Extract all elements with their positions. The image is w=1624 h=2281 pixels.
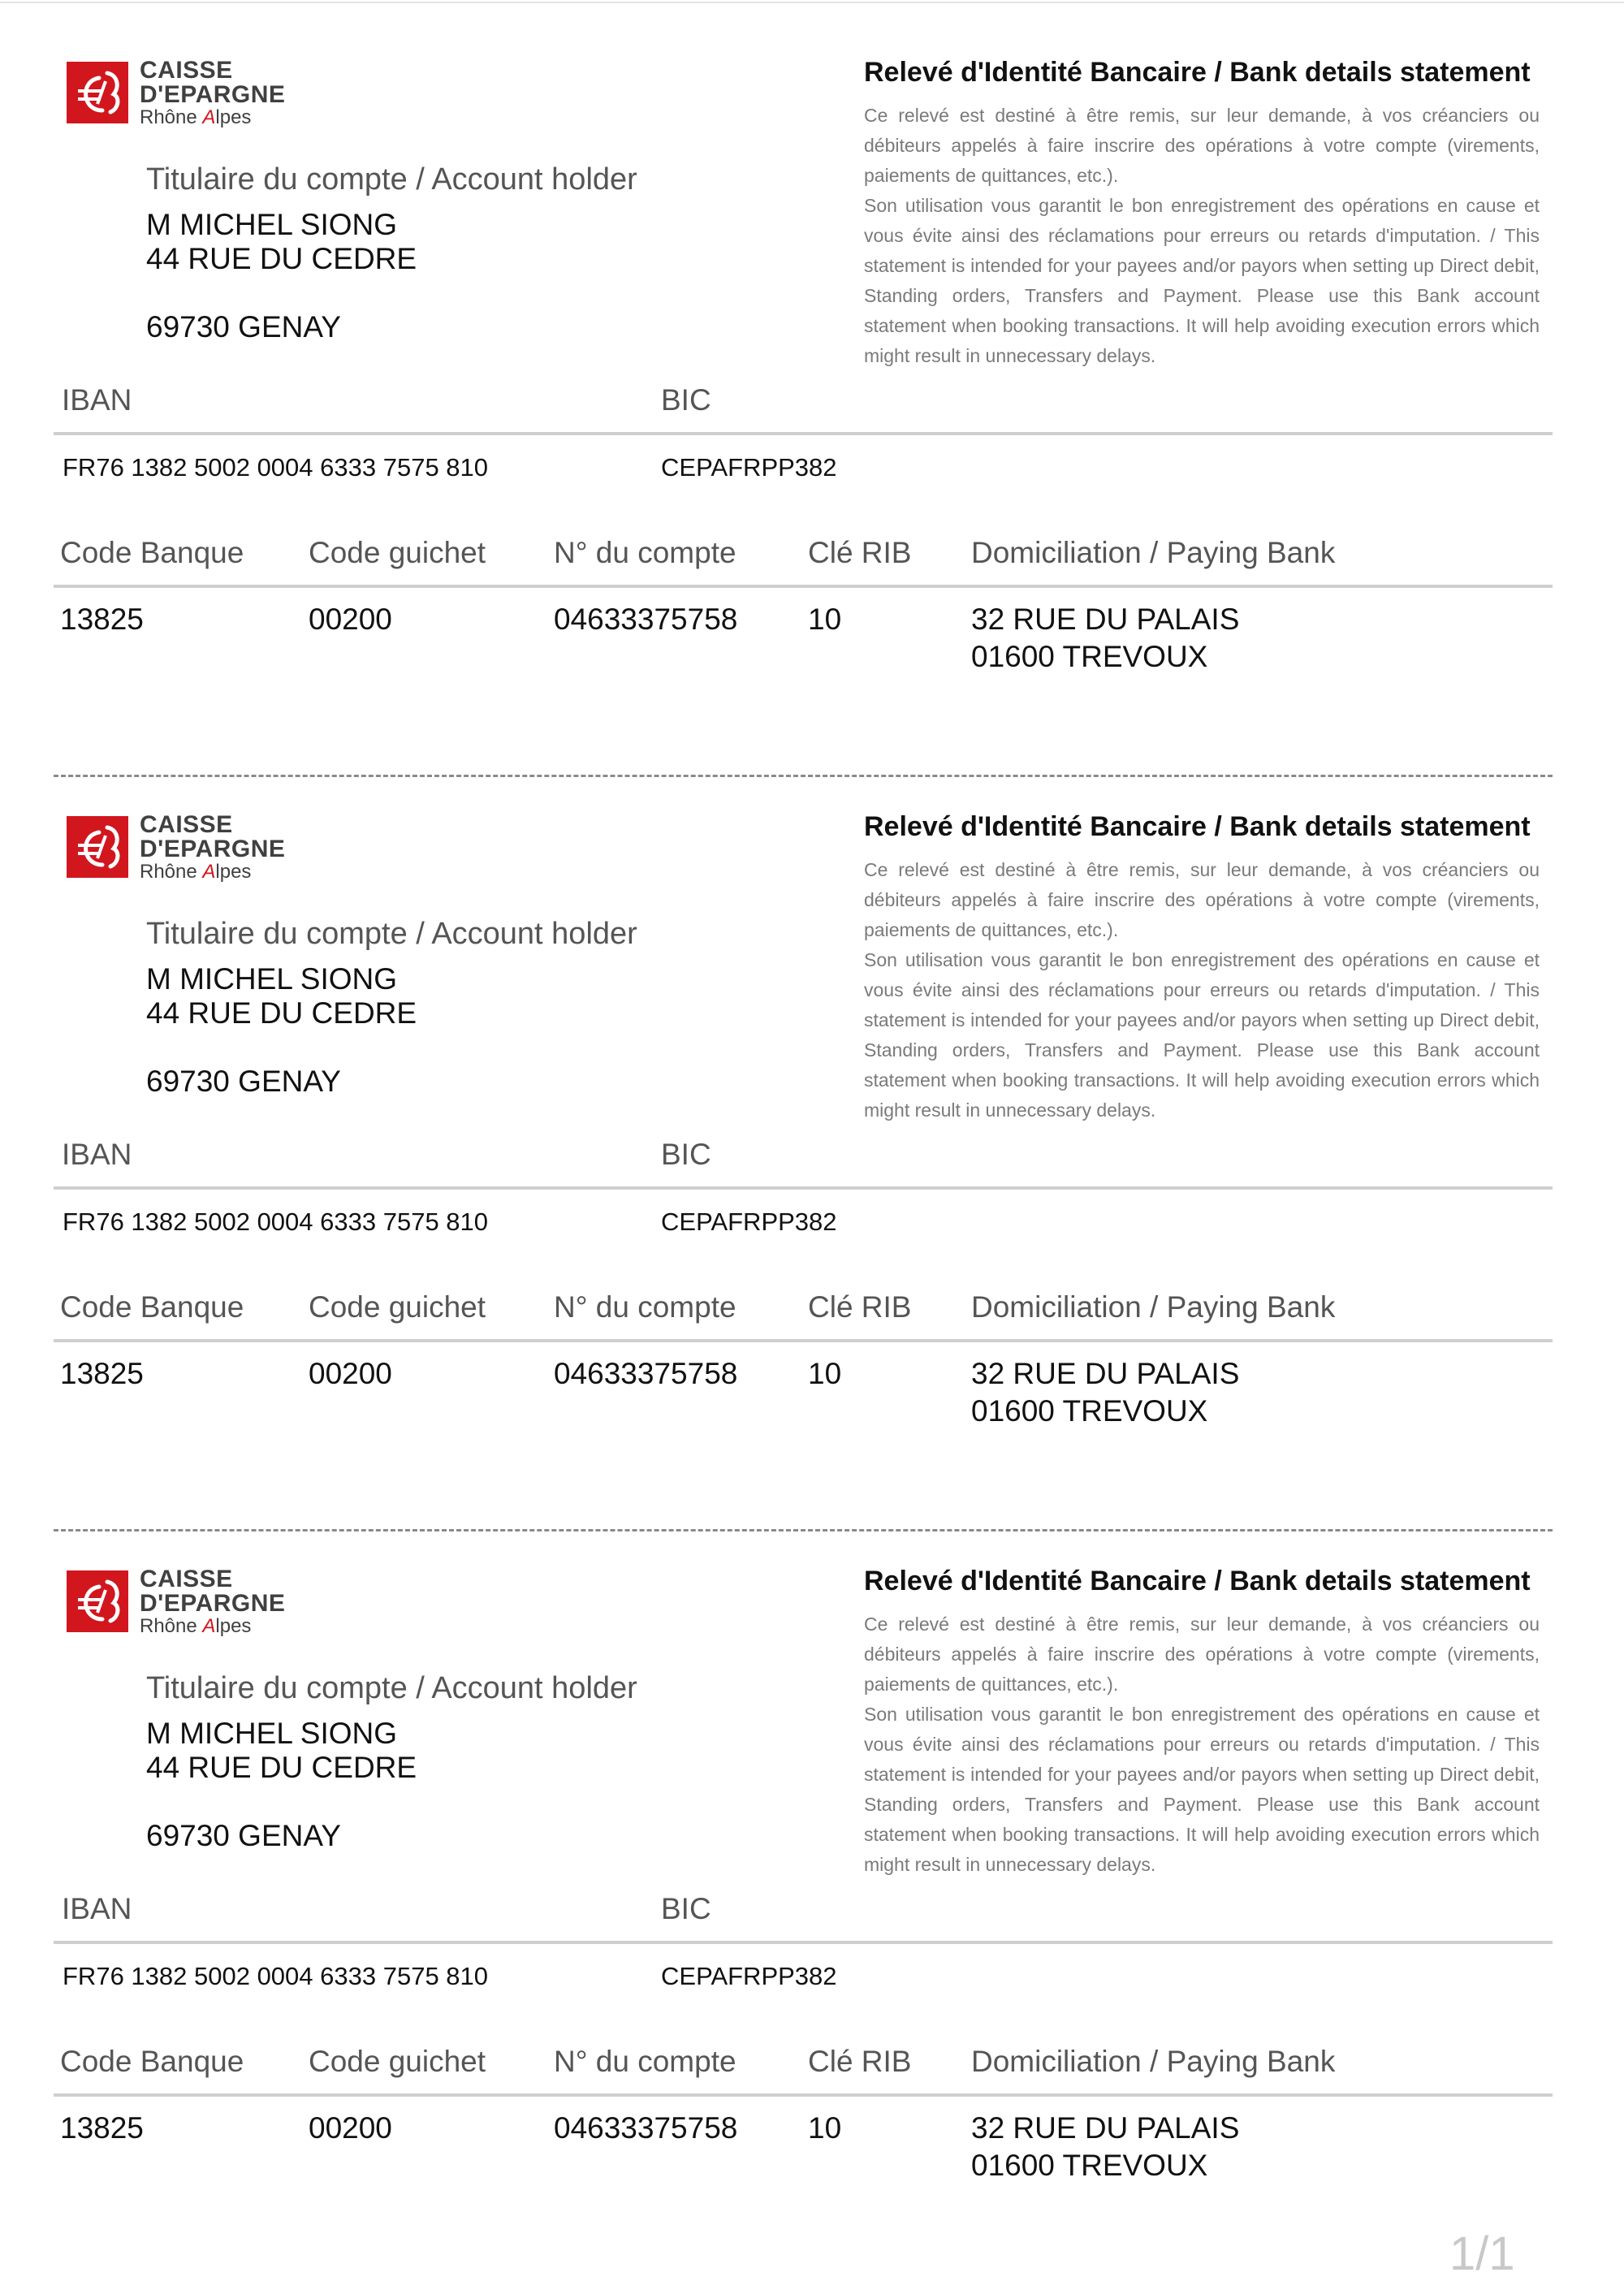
bic-label: BIC (661, 383, 711, 417)
rib-slip-3 (0, 1509, 1624, 2240)
rib-slip-2 (0, 754, 1624, 1485)
statement-paragraph-en: Son utilisation vous garantit le bon enregistrement des opérations en cause et vous évite ainsi des réclamations pour erreurs ou retards d'imputation. / This statement is intended for your payees and/or payors when setting up Direct debit, Standing orders, Transfers and Payment. Please use this Bank account statement when booking transactions. It will help avoiding execution errors which might result in unnecessary delays. (864, 1704, 1540, 1875)
bank-name: CAISSE D'EPARGNE (140, 811, 286, 862)
cle-rib-label: Clé RIB (808, 2045, 912, 2078)
domiciliation-line2: 01600 TREVOUX (971, 1394, 1208, 1428)
statement-title: Relevé d'Identité Bancaire / Bank details statement (864, 1566, 1531, 1596)
divider (54, 1339, 1553, 1342)
account-holder-title: Titulaire du compte / Account holder (146, 1671, 637, 1705)
bank-name: CAISSE D'EPARGNE (140, 1566, 286, 1617)
cle-rib-value: 10 (808, 2111, 842, 2145)
code-guichet-value: 00200 (309, 603, 392, 636)
code-guichet-label: Code guichet (309, 536, 486, 569)
cle-rib-label: Clé RIB (808, 1290, 912, 1324)
numero-compte-label: N° du compte (554, 536, 736, 569)
domiciliation-label: Domiciliation / Paying Bank (971, 2045, 1336, 2078)
code-banque-label: Code Banque (60, 2045, 244, 2078)
holder-name: M MICHEL SIONG (146, 962, 398, 996)
cle-rib-label: Clé RIB (808, 536, 912, 569)
holder-city: 69730 GENAY (146, 1819, 341, 1852)
statement-paragraph-fr: Ce relevé est destiné à être remis, sur leur demande, à vos créanciers ou débiteurs appelés à faire inscrire des opérations à votre compte (virements, paiements de quittances, etc.). (864, 105, 1540, 186)
iban-value: FR76 1382 5002 0004 6333 7575 810 (63, 453, 489, 482)
holder-city: 69730 GENAY (146, 310, 341, 343)
cle-rib-value: 10 (808, 1357, 842, 1390)
statement-paragraph-en: Son utilisation vous garantit le bon enregistrement des opérations en cause et vous évite ainsi des réclamations pour erreurs ou retards d'imputation. / This statement is intended for your payees and/or payors when setting up Direct debit, Standing orders, Transfers and Payment. Please use this Bank account statement when booking transactions. It will help avoiding execution errors which might result in unnecessary delays. (864, 195, 1540, 366)
holder-street: 44 RUE DU CEDRE (146, 996, 417, 1030)
divider (54, 1941, 1553, 1944)
bic-value: CEPAFRPP382 (661, 1962, 837, 1990)
iban-label: IBAN (62, 383, 132, 417)
domiciliation-label: Domiciliation / Paying Bank (971, 1290, 1336, 1324)
iban-label: IBAN (62, 1892, 132, 1925)
holder-name: M MICHEL SIONG (146, 208, 398, 241)
account-holder-title: Titulaire du compte / Account holder (146, 917, 637, 951)
numero-compte-label: N° du compte (554, 2045, 736, 2078)
statement-title: Relevé d'Identité Bancaire / Bank details statement (864, 811, 1531, 842)
page-number: 1/1 (1449, 2227, 1515, 2280)
statement-paragraph-en: Son utilisation vous garantit le bon enregistrement des opérations en cause et vous évite ainsi des réclamations pour erreurs ou retards d'imputation. / This statement is intended for your payees and/or payors when setting up Direct debit, Standing orders, Transfers and Payment. Please use this Bank account statement when booking transactions. It will help avoiding execution errors which might result in unnecessary delays. (864, 949, 1540, 1121)
bank-region: Rhône Alpes (140, 1615, 252, 1637)
cle-rib-value: 10 (808, 603, 842, 636)
holder-street: 44 RUE DU CEDRE (146, 1751, 417, 1784)
statement-paragraph-fr: Ce relevé est destiné à être remis, sur leur demande, à vos créanciers ou débiteurs appelés à faire inscrire des opérations à votre compte (virements, paiements de quittances, etc.). (864, 859, 1540, 940)
squirrel-euro-icon (67, 1570, 128, 1632)
statement-description (864, 101, 1540, 371)
rib-slip-1 (0, 0, 1624, 731)
numero-compte-value: 04633375758 (554, 603, 738, 636)
statement-description (864, 1609, 1540, 1880)
divider (54, 1186, 1553, 1190)
squirrel-euro-icon (67, 62, 128, 123)
bank-region: Rhône Alpes (140, 106, 252, 128)
statement-description (864, 855, 1540, 1125)
numero-compte-value: 04633375758 (554, 1357, 738, 1390)
account-holder-title: Titulaire du compte / Account holder (146, 162, 637, 197)
bic-value: CEPAFRPP382 (661, 1207, 837, 1236)
bic-label: BIC (661, 1892, 711, 1925)
divider (54, 585, 1553, 588)
code-banque-label: Code Banque (60, 1290, 244, 1324)
code-guichet-label: Code guichet (309, 1290, 486, 1324)
holder-street: 44 RUE DU CEDRE (146, 242, 417, 275)
code-banque-value: 13825 (60, 603, 144, 636)
domiciliation-line2: 01600 TREVOUX (971, 2149, 1208, 2182)
bank-region: Rhône Alpes (140, 861, 252, 883)
holder-city: 69730 GENAY (146, 1065, 341, 1098)
divider (54, 432, 1553, 435)
domiciliation-line1: 32 RUE DU PALAIS (971, 1357, 1240, 1390)
code-banque-value: 13825 (60, 1357, 144, 1390)
domiciliation-line2: 01600 TREVOUX (971, 640, 1208, 673)
domiciliation-label: Domiciliation / Paying Bank (971, 536, 1336, 569)
code-guichet-value: 00200 (309, 1357, 392, 1390)
squirrel-euro-icon (67, 816, 128, 878)
domiciliation-line1: 32 RUE DU PALAIS (971, 2111, 1240, 2145)
code-banque-label: Code Banque (60, 536, 244, 569)
statement-title: Relevé d'Identité Bancaire / Bank details statement (864, 57, 1531, 88)
bic-value: CEPAFRPP382 (661, 453, 837, 482)
statement-paragraph-fr: Ce relevé est destiné à être remis, sur leur demande, à vos créanciers ou débiteurs appelés à faire inscrire des opérations à votre compte (virements, paiements de quittances, etc.). (864, 1614, 1540, 1695)
numero-compte-label: N° du compte (554, 1290, 736, 1324)
iban-value: FR76 1382 5002 0004 6333 7575 810 (63, 1207, 489, 1236)
code-guichet-value: 00200 (309, 2111, 392, 2145)
code-banque-value: 13825 (60, 2111, 144, 2145)
domiciliation-line1: 32 RUE DU PALAIS (971, 603, 1240, 636)
divider (54, 2093, 1553, 2097)
code-guichet-label: Code guichet (309, 2045, 486, 2078)
bic-label: BIC (661, 1138, 711, 1171)
iban-label: IBAN (62, 1138, 132, 1171)
iban-value: FR76 1382 5002 0004 6333 7575 810 (63, 1962, 489, 1990)
holder-name: M MICHEL SIONG (146, 1717, 398, 1750)
bank-name: CAISSE D'EPARGNE (140, 57, 286, 108)
numero-compte-value: 04633375758 (554, 2111, 738, 2145)
